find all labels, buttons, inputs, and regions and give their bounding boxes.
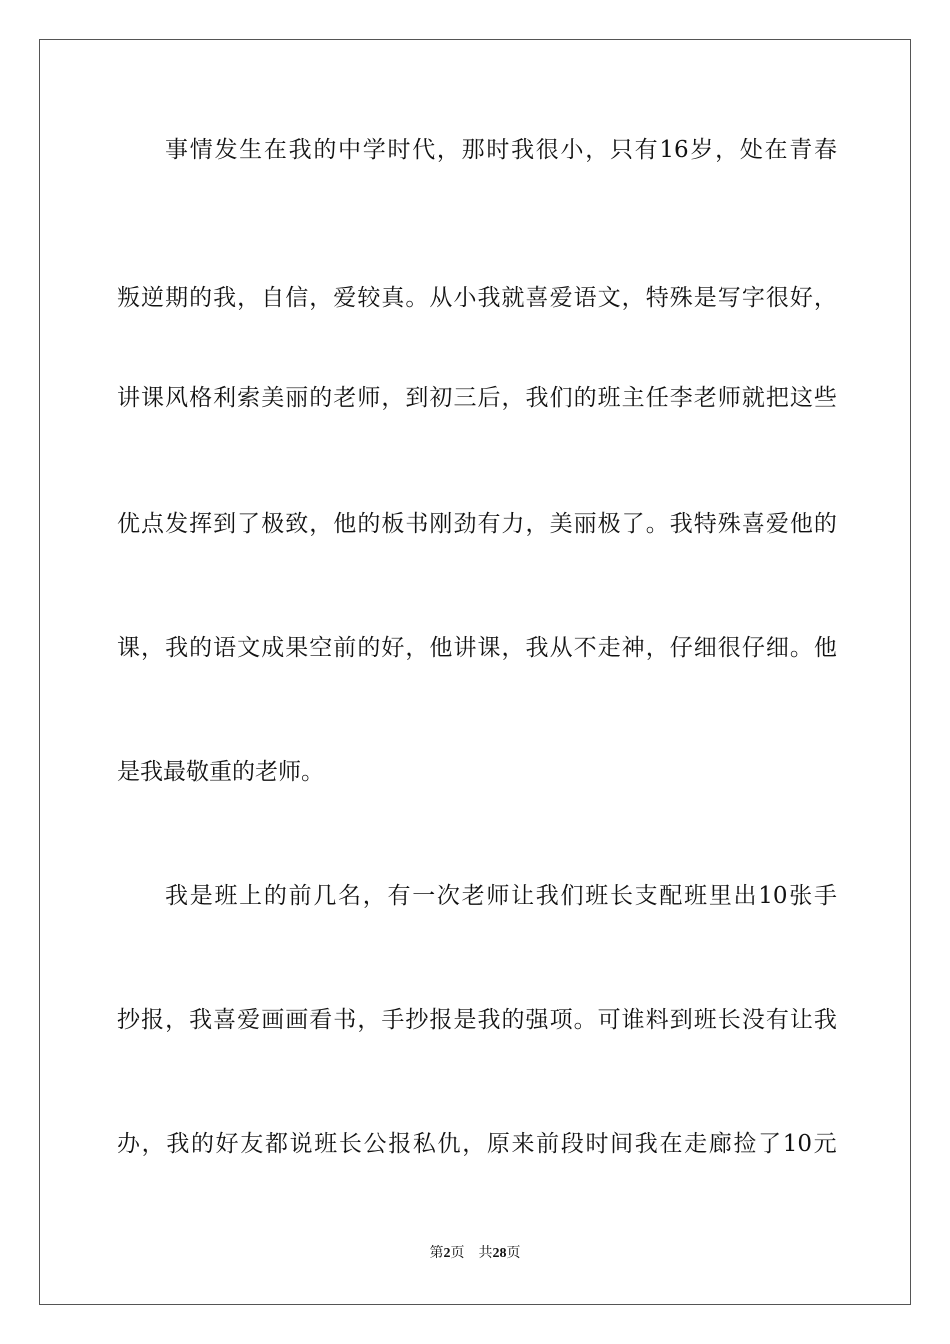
- text-char: 格: [189, 385, 213, 411]
- text-char: 了: [758, 1131, 782, 1157]
- text-char: 挥: [189, 511, 213, 537]
- text-char: 代: [412, 137, 436, 163]
- text-char: 私: [412, 1131, 436, 1157]
- text-char: 特: [645, 285, 669, 311]
- text-char: 们: [549, 385, 573, 411]
- text-char: 讲: [453, 635, 477, 661]
- text-char: 我: [213, 285, 237, 311]
- text-char: 。: [789, 635, 813, 661]
- text-char: 段: [560, 1131, 584, 1157]
- text-char: ，: [585, 137, 609, 163]
- text-char: 时: [486, 137, 510, 163]
- text-char: 这: [789, 385, 813, 411]
- text-char: ，: [165, 1007, 189, 1033]
- text-line: [117, 752, 837, 792]
- text-char: 长: [338, 1131, 362, 1157]
- text-char: 时: [585, 1131, 609, 1157]
- text-line: [165, 876, 837, 916]
- text-char: 办: [117, 1131, 140, 1157]
- text-char: 料: [645, 1007, 669, 1033]
- text-char: 我: [477, 1007, 501, 1033]
- text-char: 极: [597, 511, 621, 537]
- text-char: 的: [313, 137, 337, 163]
- text-char: 从: [429, 285, 453, 311]
- text-char: ，: [381, 385, 405, 411]
- text-char: 重: [209, 759, 232, 785]
- text-char: 仇: [437, 1131, 461, 1157]
- text-char: ，: [405, 635, 429, 661]
- text-char: 课: [141, 385, 165, 411]
- text-char: 初: [429, 385, 453, 411]
- text-char: 师: [357, 385, 381, 411]
- text-char: 了: [621, 511, 645, 537]
- text-char: 发: [165, 511, 189, 537]
- text-char: 中: [338, 137, 362, 163]
- text-char: 自: [261, 285, 285, 311]
- text-char: 让: [511, 883, 535, 909]
- text-char: ，: [645, 635, 669, 661]
- text-char: 配: [659, 883, 683, 909]
- text-char: 是: [453, 1007, 477, 1033]
- text-char: 的: [309, 385, 333, 411]
- text-char: 间: [610, 1131, 634, 1157]
- text-char: 不: [573, 635, 597, 661]
- text-char: 次: [436, 883, 460, 909]
- text-char: 特: [693, 511, 717, 537]
- text-line: [117, 278, 837, 318]
- text-char: 语: [573, 285, 597, 311]
- text-line: [117, 1000, 837, 1040]
- text-char: 班: [693, 1007, 717, 1033]
- text-char: ，: [309, 511, 333, 537]
- text-char: 好: [215, 1131, 239, 1157]
- text-char: 我: [477, 285, 501, 311]
- text-char: 任: [645, 385, 669, 411]
- text-char: 讲: [117, 385, 140, 411]
- text-char: 生: [239, 137, 263, 163]
- text-char: 师: [486, 883, 510, 909]
- text-char: 很: [535, 137, 559, 163]
- text-char: 师: [278, 759, 301, 785]
- text-char: 成: [261, 635, 285, 661]
- text-char: 可: [597, 1007, 621, 1033]
- text-char: 只: [609, 137, 633, 163]
- text-char: 前: [333, 635, 357, 661]
- text-char: 走: [597, 635, 621, 661]
- text-char: 我: [288, 137, 312, 163]
- page-footer: [0, 1244, 950, 1264]
- text-char: ，: [525, 511, 549, 537]
- text-char: 他: [429, 635, 453, 661]
- text-char: 班: [585, 883, 609, 909]
- text-char: 我: [165, 635, 189, 661]
- text-char: 文: [237, 635, 261, 661]
- text-char: 好: [789, 285, 813, 311]
- text-char: 致: [285, 511, 309, 537]
- text-char: 里: [708, 883, 732, 909]
- text-char: 老: [255, 759, 278, 785]
- text-char: 的: [357, 635, 381, 661]
- text-char: ，: [436, 137, 460, 163]
- text-char: 。: [645, 511, 669, 537]
- text-char: 师: [717, 385, 741, 411]
- text-char: 项: [549, 1007, 573, 1033]
- text-char: 。: [405, 285, 429, 311]
- text-char: 老: [693, 385, 717, 411]
- text-char: 书: [333, 1007, 357, 1033]
- text-char: 的: [813, 511, 837, 537]
- text-char: 捡: [733, 1131, 757, 1157]
- text-char: 到: [405, 385, 429, 411]
- text-char: 从: [549, 635, 573, 661]
- text-char: ，: [715, 137, 739, 163]
- text-char: 的: [263, 883, 287, 909]
- text-char: 让: [789, 1007, 813, 1033]
- text-char: 。: [573, 1007, 597, 1033]
- text-char: 写: [717, 285, 741, 311]
- text-char: 的: [232, 759, 255, 785]
- total-pages: 28: [492, 1246, 507, 1261]
- text-char: 长: [609, 883, 633, 909]
- text-char: ，: [237, 285, 261, 311]
- text-char: 公: [363, 1131, 387, 1157]
- text-char: 都: [264, 1131, 288, 1157]
- text-char: 我: [189, 1007, 213, 1033]
- text-char: 期: [165, 285, 189, 311]
- text-char: 信: [285, 285, 309, 311]
- text-char: 我: [165, 883, 188, 909]
- text-char: 了: [237, 511, 261, 537]
- text-char: 的: [573, 385, 597, 411]
- text-char: 是: [189, 883, 213, 909]
- text-char: 主: [621, 385, 645, 411]
- text-char: 前: [536, 1131, 560, 1157]
- text-char: 我: [166, 1131, 190, 1157]
- text-char: 文: [597, 285, 621, 311]
- page-border: [39, 39, 911, 1305]
- text-char: 长: [717, 1007, 741, 1033]
- text-char: 很: [765, 285, 789, 311]
- text-char: 很: [717, 635, 741, 661]
- text-char: 三: [453, 385, 477, 411]
- text-char: 们: [560, 883, 584, 909]
- text-char: 。: [301, 759, 324, 785]
- text-char: 上: [239, 883, 263, 909]
- total-prefix: 共: [478, 1246, 493, 1261]
- text-char: 爱: [765, 511, 789, 537]
- text-char: 张: [789, 883, 813, 909]
- text-char: 空: [309, 635, 333, 661]
- text-char: 岁: [690, 137, 714, 163]
- text-char: 出: [733, 883, 757, 909]
- text-char: 爱: [549, 285, 573, 311]
- text-char: 原: [486, 1131, 510, 1157]
- text-char: 就: [741, 385, 765, 411]
- text-char: 一: [412, 883, 436, 909]
- text-char: ，: [813, 285, 837, 311]
- text-char: 最: [163, 759, 186, 785]
- text-char: 班: [214, 883, 238, 909]
- text-line: [117, 504, 837, 544]
- text-char: 支: [634, 883, 658, 909]
- text-char: 有: [765, 1007, 789, 1033]
- text-char: 殊: [669, 285, 693, 311]
- text-char: 报: [388, 1131, 412, 1157]
- total-suffix: 页: [506, 1246, 521, 1261]
- text-char: 有: [634, 137, 658, 163]
- text-char: 小: [453, 285, 477, 311]
- text-char: 是: [693, 285, 717, 311]
- text-char: ，: [141, 635, 165, 661]
- text-char: 抄: [405, 1007, 429, 1033]
- text-char: 画: [285, 1007, 309, 1033]
- text-char: 春: [813, 137, 837, 163]
- text-char: ，: [621, 285, 645, 311]
- text-char: 好: [381, 635, 405, 661]
- text-char: 把: [765, 385, 789, 411]
- text-char: 的: [501, 1007, 525, 1033]
- text-char: 我: [535, 883, 559, 909]
- text-char: 手: [381, 1007, 405, 1033]
- text-char: 的: [189, 635, 213, 661]
- text-char: 强: [525, 1007, 549, 1033]
- text-char: 字: [741, 285, 765, 311]
- text-char: 廊: [708, 1131, 732, 1157]
- text-char: 时: [387, 137, 411, 163]
- text-char: 索: [237, 385, 261, 411]
- text-char: 逆: [141, 285, 165, 311]
- text-char: 真: [381, 285, 405, 311]
- text-char: 处: [739, 137, 763, 163]
- text-char: 画: [261, 1007, 285, 1033]
- text-char: 刚: [429, 511, 453, 537]
- text-char: 看: [309, 1007, 333, 1033]
- text-char: 10: [782, 1131, 812, 1157]
- page-prefix: 第: [429, 1246, 444, 1261]
- text-char: ，: [462, 1131, 486, 1157]
- text-char: 殊: [717, 511, 741, 537]
- text-char: 课: [117, 635, 140, 661]
- text-char: 后: [477, 385, 501, 411]
- text-line: [117, 628, 837, 668]
- text-char: 他: [333, 511, 357, 537]
- text-char: 10: [758, 883, 788, 909]
- text-char: 我: [525, 635, 549, 661]
- text-line: [117, 378, 837, 418]
- text-line: [117, 1124, 837, 1164]
- text-char: 几: [313, 883, 337, 909]
- text-char: ，: [357, 1007, 381, 1033]
- text-char: 丽: [573, 511, 597, 537]
- text-char: ，: [501, 385, 525, 411]
- text-char: 来: [511, 1131, 535, 1157]
- text-char: 我: [511, 137, 535, 163]
- text-char: 没: [741, 1007, 765, 1033]
- text-char: 我: [634, 1131, 658, 1157]
- text-char: 名: [338, 883, 362, 909]
- text-char: 细: [765, 635, 789, 661]
- text-char: 在: [764, 137, 788, 163]
- text-char: 那: [461, 137, 485, 163]
- text-char: 李: [669, 385, 693, 411]
- text-char: 喜: [741, 511, 765, 537]
- text-char: 学: [362, 137, 386, 163]
- text-char: 友: [240, 1131, 264, 1157]
- text-char: 叛: [117, 285, 140, 311]
- text-char: 书: [405, 511, 429, 537]
- text-char: 仔: [669, 635, 693, 661]
- text-char: ，: [501, 635, 525, 661]
- text-char: 劲: [453, 511, 477, 537]
- text-char: 是: [117, 759, 140, 785]
- text-char: 语: [213, 635, 237, 661]
- text-char: 喜: [525, 285, 549, 311]
- text-char: 些: [813, 385, 837, 411]
- text-char: 手: [813, 883, 837, 909]
- text-char: 老: [461, 883, 485, 909]
- text-char: 在: [263, 137, 287, 163]
- text-char: 神: [621, 635, 645, 661]
- text-char: 敬: [186, 759, 209, 785]
- text-char: 我: [669, 511, 693, 537]
- text-char: 果: [285, 635, 309, 661]
- text-char: 风: [165, 385, 189, 411]
- text-char: 有: [477, 511, 501, 537]
- text-char: 他: [789, 511, 813, 537]
- page-suffix: 页: [450, 1246, 465, 1261]
- text-char: 青: [789, 137, 813, 163]
- text-char: 16: [659, 137, 689, 163]
- text-char: 事: [165, 137, 188, 163]
- text-char: 爱: [237, 1007, 261, 1033]
- text-char: 细: [693, 635, 717, 661]
- text-char: 前: [288, 883, 312, 909]
- text-char: 老: [333, 385, 357, 411]
- text-char: 优: [117, 511, 140, 537]
- text-char: 美: [261, 385, 285, 411]
- text-char: 我: [140, 759, 163, 785]
- text-char: 报: [141, 1007, 165, 1033]
- text-char: 极: [261, 511, 285, 537]
- text-char: 报: [429, 1007, 453, 1033]
- text-char: 利: [213, 385, 237, 411]
- text-char: 丽: [285, 385, 309, 411]
- text-char: 他: [813, 635, 837, 661]
- text-char: 喜: [213, 1007, 237, 1033]
- text-char: 的: [357, 511, 381, 537]
- text-line: [165, 130, 837, 170]
- text-char: 有: [387, 883, 411, 909]
- page-number: 2: [443, 1246, 451, 1261]
- text-char: 较: [357, 285, 381, 311]
- text-char: 美: [549, 511, 573, 537]
- text-char: 谁: [621, 1007, 645, 1033]
- text-char: 小: [560, 137, 584, 163]
- text-char: 点: [141, 511, 165, 537]
- text-char: 情: [189, 137, 213, 163]
- text-char: 爱: [333, 285, 357, 311]
- text-char: 抄: [117, 1007, 140, 1033]
- text-char: ，: [309, 285, 333, 311]
- text-char: 到: [213, 511, 237, 537]
- text-char: ，: [141, 1131, 165, 1157]
- text-char: 板: [381, 511, 405, 537]
- text-char: 走: [684, 1131, 708, 1157]
- text-char: ，: [362, 883, 386, 909]
- text-char: 班: [314, 1131, 338, 1157]
- text-char: 元: [813, 1131, 837, 1157]
- text-char: 在: [659, 1131, 683, 1157]
- text-char: 的: [190, 1131, 214, 1157]
- text-char: 的: [189, 285, 213, 311]
- text-char: 班: [684, 883, 708, 909]
- text-char: 力: [501, 511, 525, 537]
- text-char: 说: [289, 1131, 313, 1157]
- text-char: 仔: [741, 635, 765, 661]
- text-char: 我: [813, 1007, 837, 1033]
- text-char: 课: [477, 635, 501, 661]
- text-char: 班: [597, 385, 621, 411]
- text-char: 我: [525, 385, 549, 411]
- text-char: 就: [501, 285, 525, 311]
- text-char: 到: [669, 1007, 693, 1033]
- text-char: 发: [214, 137, 238, 163]
